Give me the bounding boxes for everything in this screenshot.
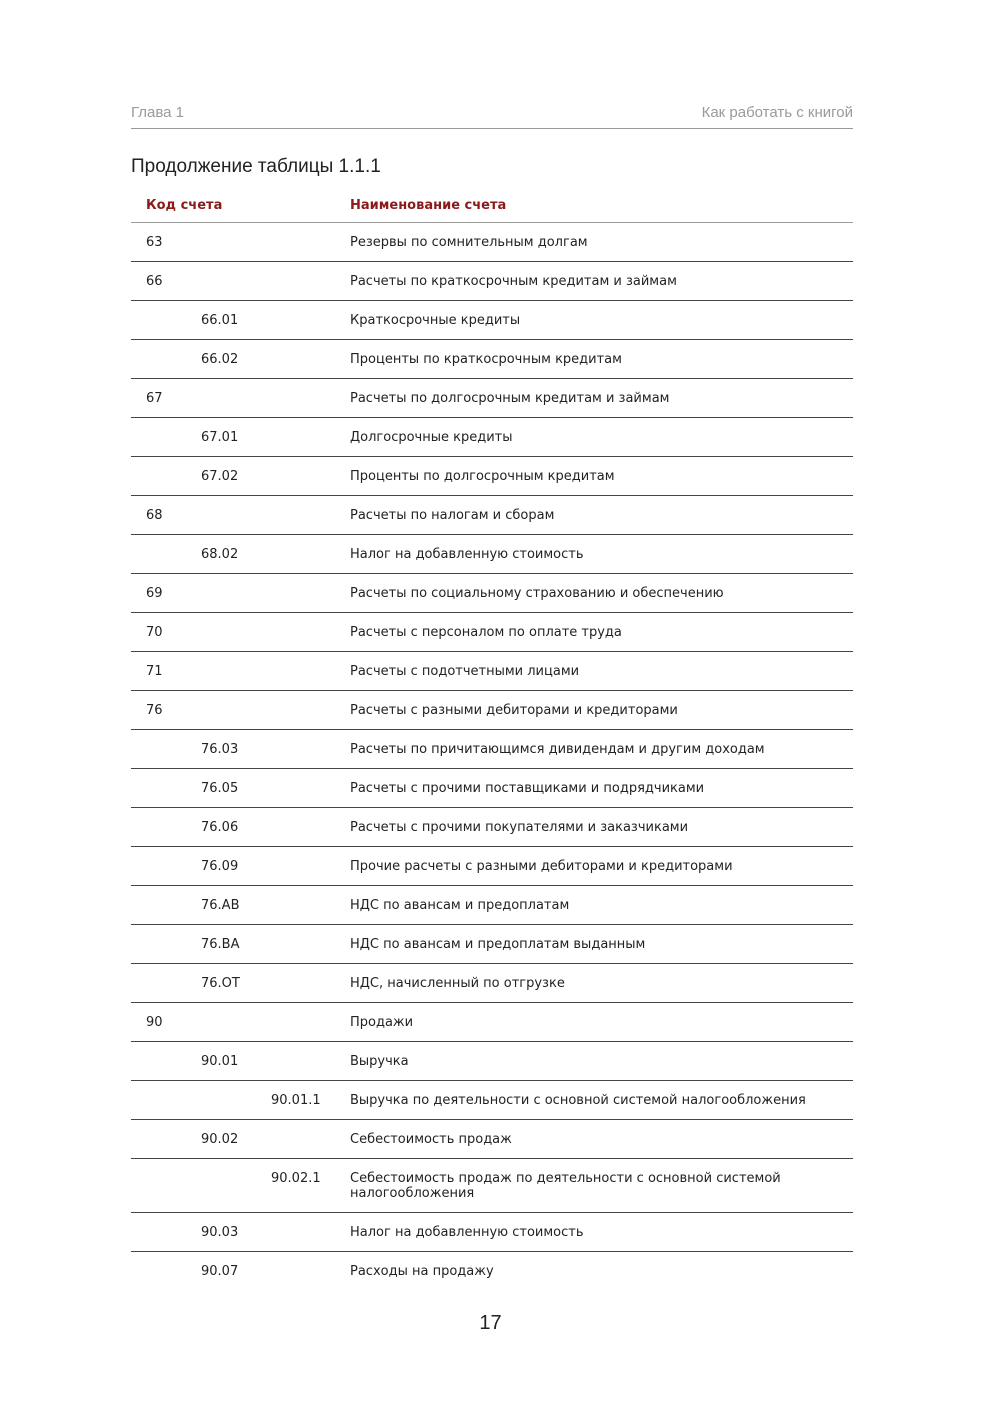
account-code: 66 bbox=[146, 274, 163, 289]
accounts-table bbox=[131, 187, 853, 1290]
account-name: Выручка по деятельности с основной системой налогообложения bbox=[350, 1093, 806, 1108]
account-code: 90.03 bbox=[201, 1225, 239, 1240]
account-name: Прочие расчеты с разными дебиторами и кредиторами bbox=[350, 859, 733, 874]
account-code: 76.ВА bbox=[201, 937, 240, 952]
account-code: 90.02 bbox=[201, 1132, 239, 1147]
account-code: 90.07 bbox=[201, 1264, 239, 1279]
account-code: 76.09 bbox=[201, 859, 239, 874]
table-body bbox=[131, 223, 853, 1290]
account-code: 90.01.1 bbox=[271, 1093, 321, 1108]
account-name: Расчеты по долгосрочным кредитам и займам bbox=[350, 391, 670, 406]
account-name: Продажи bbox=[350, 1015, 414, 1030]
table-row bbox=[131, 1081, 853, 1120]
running-header bbox=[131, 102, 853, 129]
table-row bbox=[131, 574, 853, 613]
account-code: 69 bbox=[146, 586, 163, 601]
account-name: Резервы по сомнительным долгам bbox=[350, 235, 588, 250]
account-name: Выручка bbox=[350, 1054, 409, 1069]
account-name: Проценты по краткосрочным кредитам bbox=[350, 352, 622, 367]
account-code: 66.02 bbox=[201, 352, 239, 367]
table-row bbox=[131, 340, 853, 379]
account-code: 67 bbox=[146, 391, 163, 406]
account-name: Себестоимость продаж bbox=[350, 1132, 512, 1147]
table-row bbox=[131, 886, 853, 925]
table-row bbox=[131, 496, 853, 535]
page-number: 17 bbox=[479, 1312, 502, 1334]
account-name: Расчеты по налогам и сборам bbox=[350, 508, 555, 523]
table-row bbox=[131, 847, 853, 886]
table-row bbox=[131, 808, 853, 847]
table-header-row bbox=[131, 187, 853, 223]
account-code: 76.06 bbox=[201, 820, 239, 835]
account-name: Налог на добавленную стоимость bbox=[350, 1225, 584, 1240]
table-row bbox=[131, 691, 853, 730]
account-name: Налог на добавленную стоимость bbox=[350, 547, 584, 562]
account-code: 90.02.1 bbox=[271, 1171, 321, 1186]
account-name: НДС, начисленный по отгрузке bbox=[350, 976, 565, 991]
table-row bbox=[131, 769, 853, 808]
table-row bbox=[131, 613, 853, 652]
section-title: Как работать с книгой bbox=[701, 104, 853, 121]
account-name: Расчеты с прочими поставщиками и подрядчиками bbox=[350, 781, 705, 796]
table-row bbox=[131, 301, 853, 340]
table-row bbox=[131, 964, 853, 1003]
account-name: Расчеты по социальному страхованию и обеспечению bbox=[350, 586, 724, 601]
account-code: 90.01 bbox=[201, 1054, 239, 1069]
account-code: 76.03 bbox=[201, 742, 239, 757]
table-row bbox=[131, 730, 853, 769]
account-code: 68.02 bbox=[201, 547, 239, 562]
table-row bbox=[131, 223, 853, 262]
account-name: Себестоимость продаж по деятельности с основной системой налогообложения bbox=[350, 1171, 781, 1201]
table-row bbox=[131, 1003, 853, 1042]
account-code: 76.05 bbox=[201, 781, 239, 796]
table-row bbox=[131, 1042, 853, 1081]
table-row bbox=[131, 262, 853, 301]
chapter-label: Глава 1 bbox=[131, 104, 185, 121]
account-name: Долгосрочные кредиты bbox=[350, 430, 513, 445]
account-code: 63 bbox=[146, 235, 163, 250]
account-name: НДС по авансам и предоплатам bbox=[350, 898, 570, 913]
account-name: НДС по авансам и предоплатам выданным bbox=[350, 937, 646, 952]
account-code: 76.ОТ bbox=[201, 976, 240, 991]
table-row bbox=[131, 652, 853, 691]
account-name: Расчеты по причитающимся дивидендам и другим доходам bbox=[350, 742, 765, 757]
table-caption: Продолжение таблицы 1.1.1 bbox=[131, 156, 381, 177]
table-row bbox=[131, 1159, 853, 1213]
account-name: Проценты по долгосрочным кредитам bbox=[350, 469, 615, 484]
column-header-code: Код счета bbox=[146, 198, 223, 213]
table-row bbox=[131, 418, 853, 457]
table-row bbox=[131, 1252, 853, 1290]
account-name: Краткосрочные кредиты bbox=[350, 313, 521, 328]
account-code: 70 bbox=[146, 625, 163, 640]
account-code: 66.01 bbox=[201, 313, 239, 328]
table-row bbox=[131, 379, 853, 418]
account-name: Расходы на продажу bbox=[350, 1264, 494, 1279]
account-name: Расчеты по краткосрочным кредитам и займам bbox=[350, 274, 677, 289]
account-code: 71 bbox=[146, 664, 163, 679]
account-code: 67.02 bbox=[201, 469, 239, 484]
table-row bbox=[131, 535, 853, 574]
account-code: 90 bbox=[146, 1015, 163, 1030]
account-name: Расчеты с разными дебиторами и кредиторами bbox=[350, 703, 678, 718]
table-row bbox=[131, 1120, 853, 1159]
account-code: 68 bbox=[146, 508, 163, 523]
account-code: 67.01 bbox=[201, 430, 239, 445]
table-row bbox=[131, 925, 853, 964]
table-row bbox=[131, 457, 853, 496]
column-header-name: Наименование счета bbox=[350, 198, 507, 213]
account-code: 76.АВ bbox=[201, 898, 240, 913]
account-name: Расчеты с прочими покупателями и заказчиками bbox=[350, 820, 689, 835]
account-name: Расчеты с подотчетными лицами bbox=[350, 664, 580, 679]
account-code: 76 bbox=[146, 703, 163, 718]
account-name: Расчеты с персоналом по оплате труда bbox=[350, 625, 622, 640]
table-row bbox=[131, 1213, 853, 1252]
